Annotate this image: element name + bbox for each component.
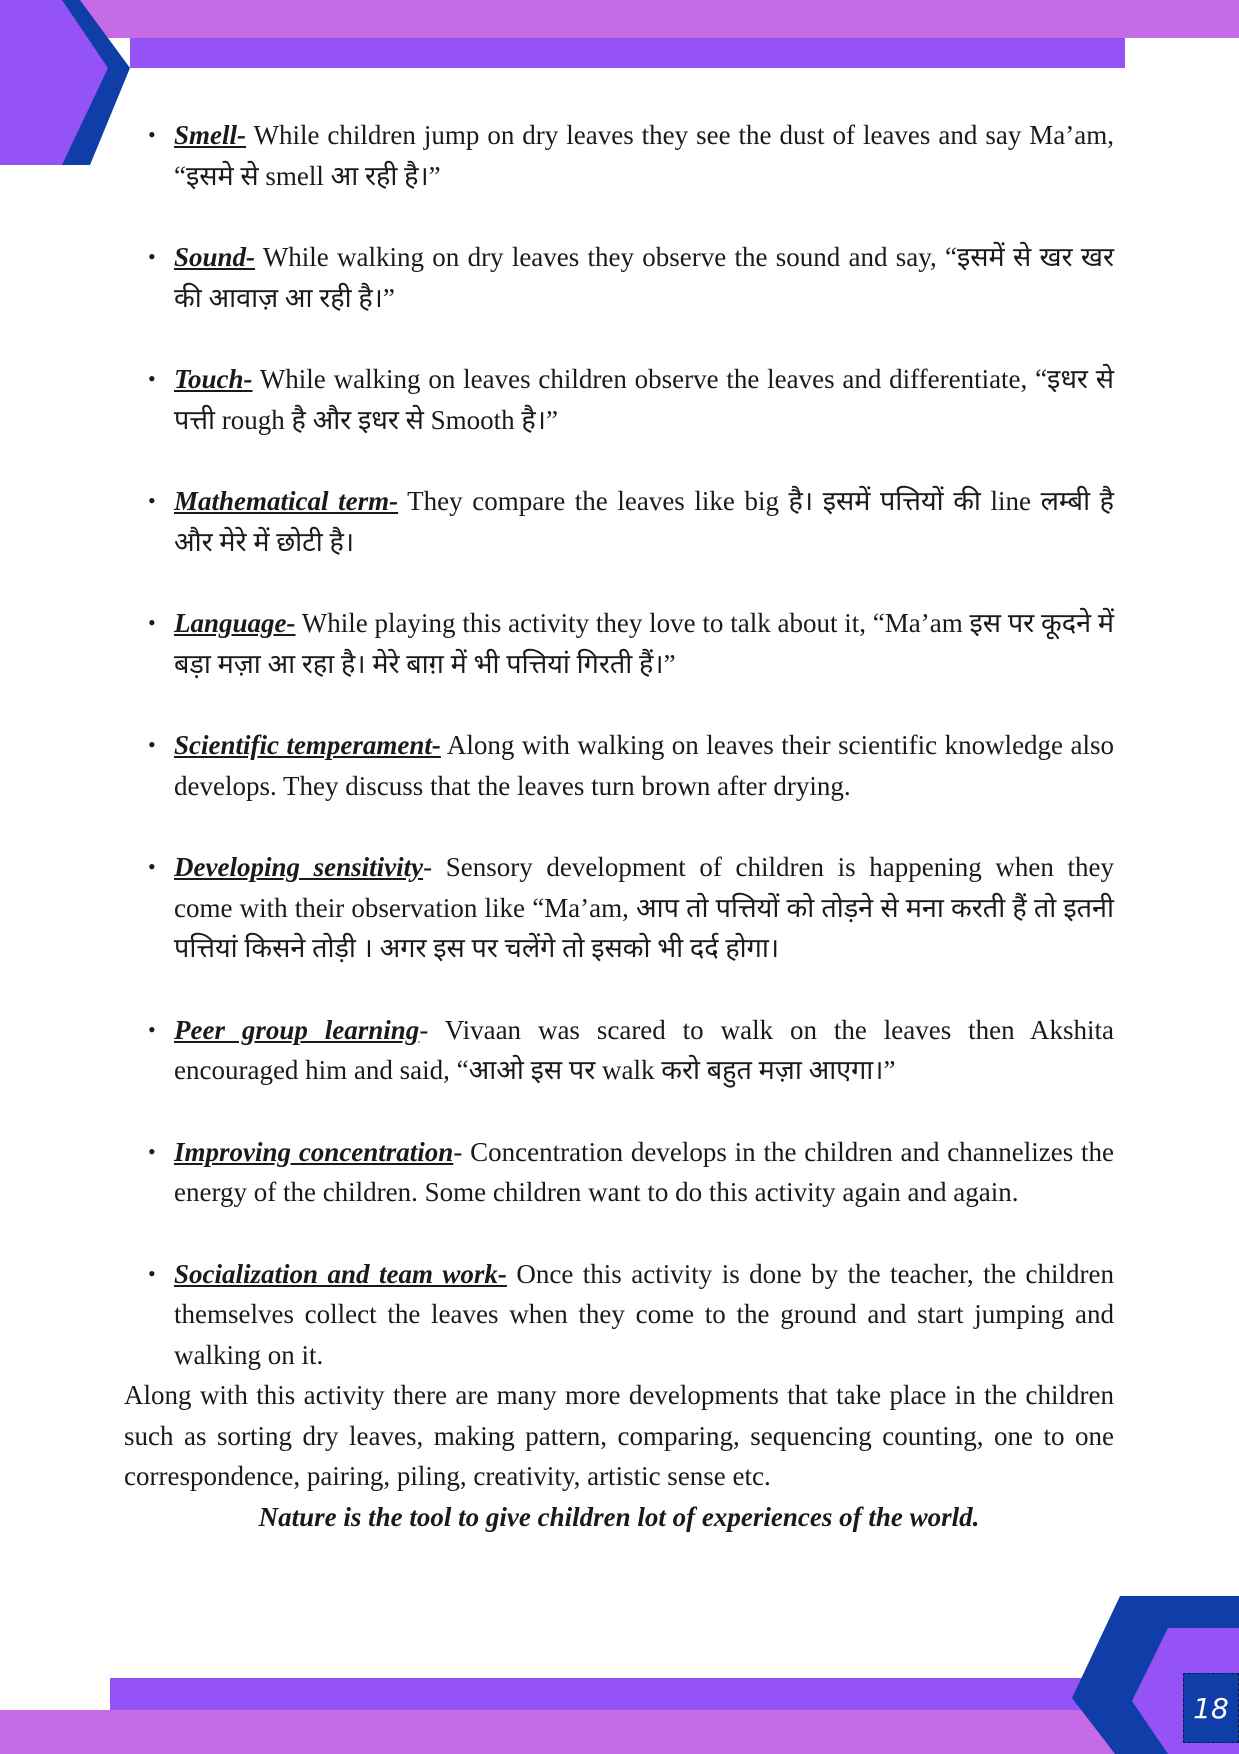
list-item-text: While walking on leaves children observe the leaves and differentiate, “इधर से पत्ती rough है और इधर से Smooth है।” — [174, 364, 1114, 435]
list-item-text: They compare the leaves like big है। इसमें पत्तियों की line लम्बी है और मेरे में छोटी है। — [174, 486, 1114, 557]
list-item-term: Touch- — [174, 364, 253, 394]
list-item-term: Scientific temperament- — [174, 730, 441, 760]
list-item — [124, 847, 1114, 969]
motto-line: Nature is the tool to give children lot of experiences of the world. — [258, 1501, 980, 1532]
list-item-text: - Sensory development of children is happening when they come with their observation like “Ma’am, आप तो पत्तियों को तोड़ने से मना करती हैं तो इतनी पत्तियां किसने तोड़ी । अगर इस पर चलेंगे तो इसको भी दर्द होगा। — [174, 852, 1114, 963]
list-item-text: While walking on dry leaves they observe the sound and say, “इसमें से खर खर की आवाज़ आ रही है।” — [174, 242, 1114, 313]
list-item-term: Socialization and team work- — [174, 1258, 507, 1289]
bottom-decorative-band — [0, 1710, 1239, 1754]
top-decorative-band — [0, 0, 1239, 38]
top-decorative-bar — [130, 38, 1125, 68]
list-item — [124, 1010, 1114, 1091]
list-item-text: - Vivaan was scared to walk on the leaves then Akshita encouraged him and said, “आओ इस पर walk करो बहुत मज़ा आएगा।” — [174, 1014, 1114, 1085]
list-item-text: Once this activity is done by the teacher, the children themselves collect the leaves when they come to the ground and start jumping and walking on it. — [174, 1258, 1114, 1370]
list-item-term: Smell- — [174, 120, 246, 150]
list-item — [124, 481, 1114, 562]
list-item — [124, 115, 1114, 196]
list-item — [124, 1132, 1114, 1213]
list-item-text: While children jump on dry leaves they see the dust of leaves and say Ma’am, “इसमे से smell आ रही है।” — [174, 120, 1114, 191]
list-item — [124, 1254, 1114, 1376]
list-item-text: While playing this activity they love to talk about it, “Ma’am इस पर कूदने में बड़ा मज़ा आ रहा है। मेरे बाग़ में भी पत्तियां गिरती हैं।” — [174, 608, 1114, 679]
page-content — [124, 115, 1114, 1537]
list-item-text: Along with walking on leaves their scientific knowledge also develops. They discuss that the leaves turn brown after drying. — [174, 730, 1114, 801]
page-number: 18 — [1183, 1673, 1239, 1743]
list-item-term: Improving concentration — [174, 1136, 454, 1167]
observation-list — [124, 115, 1114, 1375]
list-item-text: - Concentration develops in the children and channelizes the energy of the children. Some children want to do this activity again and again. — [174, 1136, 1114, 1207]
list-item-term: Language- — [174, 608, 296, 638]
list-item-term: Peer group learning — [174, 1014, 420, 1045]
list-item — [124, 603, 1114, 684]
closing-paragraph: Along with this activity there are many more developments that take place in the children such as sorting dry leaves, making pattern, comparing, sequencing counting, one to one correspondence, pairing, piling, creativity, artistic sense etc. — [124, 1380, 1114, 1491]
list-item — [124, 237, 1114, 318]
list-item-term: Mathematical term- — [174, 486, 399, 516]
bottom-decorative-bar — [110, 1678, 1130, 1710]
list-item — [124, 359, 1114, 440]
list-item — [124, 725, 1114, 806]
list-item-term: Developing sensitivity — [174, 852, 424, 882]
list-item-term: Sound- — [174, 242, 256, 272]
